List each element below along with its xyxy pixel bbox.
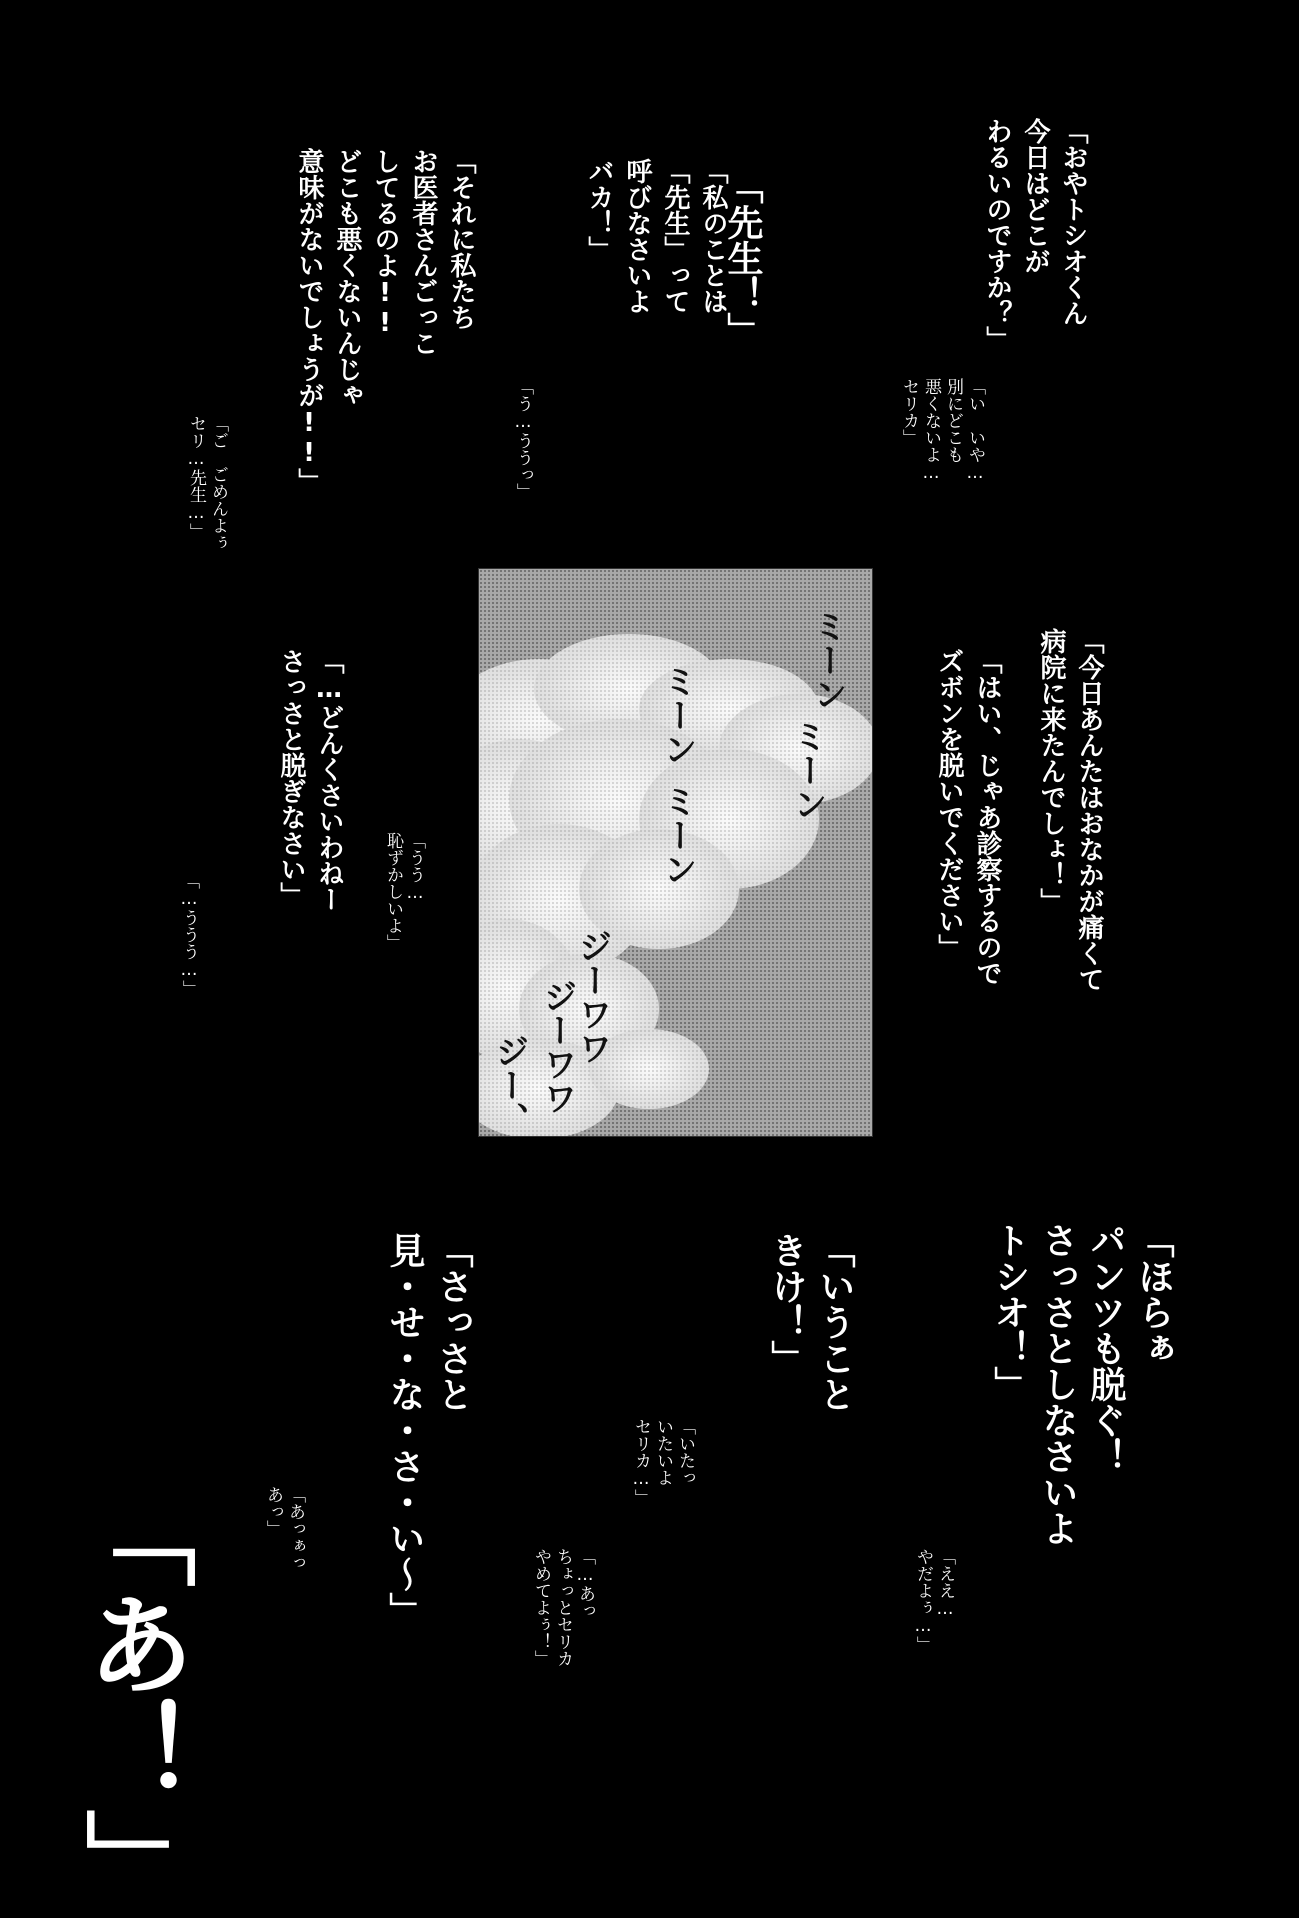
sfx-jiwa-3: ジー、 [489,1034,529,1136]
speech-bubble-uuu: 「う…ううっ」 [513,378,533,500]
speech-bubble-show-me: 「さっさと 見・せ・な・さ・い～」 [384,1232,473,1628]
sfx-min-2: ミーン [787,719,827,821]
speech-bubble-sensei: 「先生！」 [722,168,763,348]
speech-bubble-doctor-play: 「それに私たち お医者さんごっこ してるのよ!! どこも悪くないんじゃ 意味がないでしょうが!!」 [294,148,476,494]
speech-bubble-pants-too: 「ほらぁ パンツも脱ぐ！ さっさとしなさいよ トシオ！」 [989,1222,1174,1546]
speech-bubble-ah-big: 「あ！」 [68,1478,196,1918]
speech-bubble-stomach: 「今日あんたはおなかが痛くて 病院に来たんでしょ！」 [1036,628,1104,992]
sfx-min-3: ミーン [657,664,697,766]
speech-bubble-clumsy: 「…どんくさいわねー さっさと脱ぎなさい」 [276,648,344,912]
speech-bubble-doctor-greeting: 「おやトシオくん 今日はどこが わるいのですか？」 [982,118,1088,352]
sky-panel [478,568,873,1137]
speech-bubble-denial: 「い いや… 別にどこも 悪くないよ… セリカ」 [899,378,985,483]
sfx-min-4: ミーン [657,784,697,886]
sfx-min-1: ミーン [807,609,847,711]
speech-bubble-stop-it: 「…あっ ちょっとセリカ やめてよぅ！」 [531,1548,595,1667]
speech-bubble-uuu2: 「…ううう…」 [179,872,199,997]
speech-bubble-it-hurts: 「いたっ いたいよ セリカ…」 [631,1418,695,1506]
speech-bubble-call-me-sensei: 「私のことは 「先生」って 呼びなさいよ バカ！」 [584,158,728,314]
speech-bubble-sorry: 「ご ごめんよぅ セリ…先生…」 [186,415,228,551]
sfx-jiwa-2: ジーワワ [537,979,577,1115]
speech-bubble-obey: 「いうこと きけ！」 [766,1232,855,1412]
speech-bubble-take-off-pants: 「はい、じゃあ診察するので ズボンを脱いでください」 [934,648,1002,986]
speech-bubble-no: 「ええ… やだよぅ…」 [913,1548,955,1653]
sfx-jiwa-1: ジーワワ [572,929,612,1065]
speech-bubble-ah-ah: 「あっぁっ あっ」 [263,1486,305,1571]
speech-bubble-embarrassed: 「うう… 恥ずかしいよ」 [383,832,425,951]
